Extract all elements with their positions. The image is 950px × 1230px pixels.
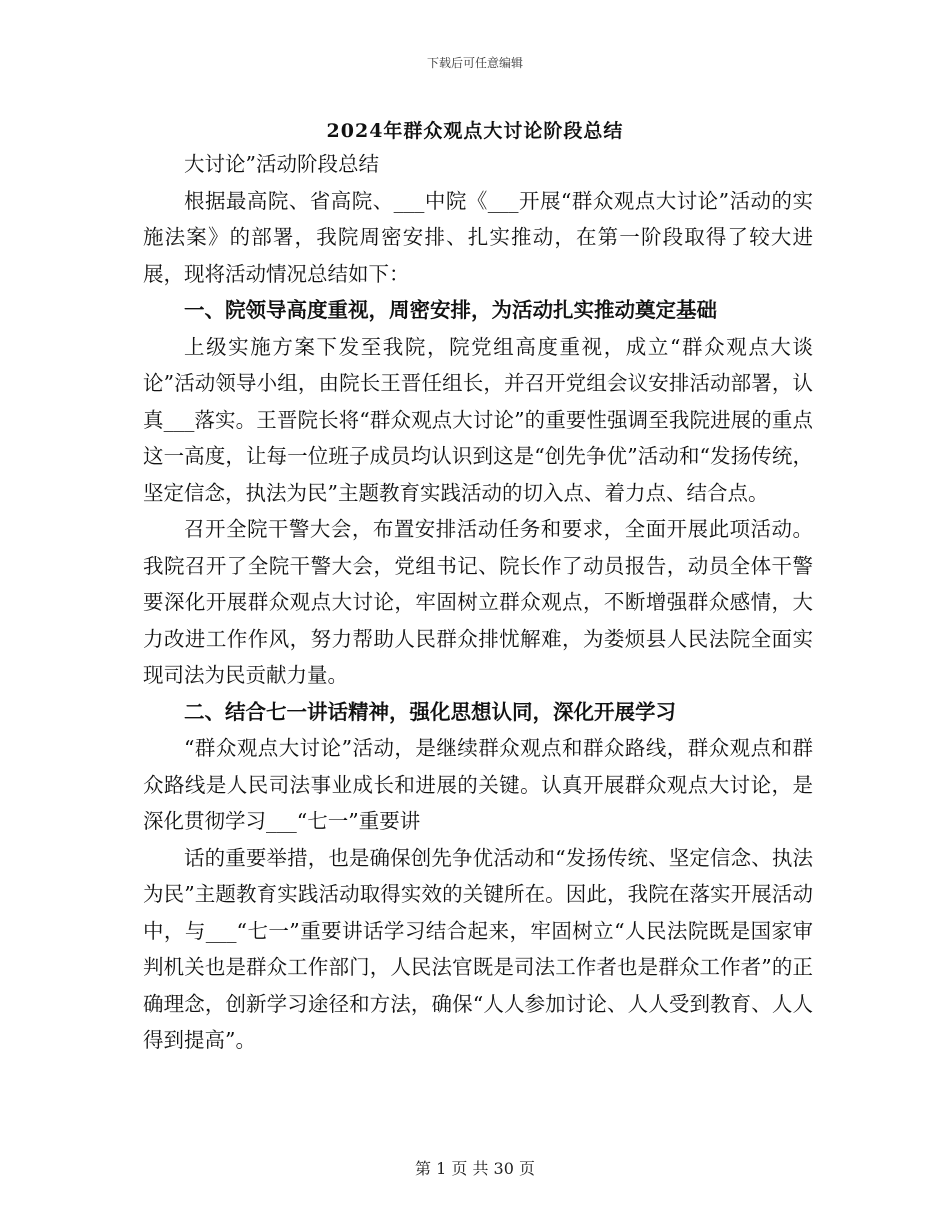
paragraph-intro-line: 大讨论”活动阶段总结 (184, 152, 379, 176)
header-note: 下载后可任意编辑 (426, 56, 523, 70)
paragraph-study-measures: 话的重要举措，也是确保创先争优活动和“发扬传统、坚定信念、执法为民”主题教育实践活动取得实效的关键所在。因此，我院在落实开展活动中，与___“七一”重要讲话学习结合起来，牢固树立“人民法院既是国家审判机关也是群众工作部门，人民法官既是司法工作者也是群众工作者”的正确理念，创新学习途径和方法，确保“人人参加讨论、人人受到教育、人人得到提高”。 (143, 845, 813, 1052)
section-heading-1: 一、院领导高度重视，周密安排，为活动扎实推动奠定基础 (184, 298, 717, 322)
document-body (143, 146, 813, 1059)
page-footer: 第 1 页 共 30 页 (415, 1159, 535, 1178)
paragraph-background: 根据最高院、省高院、___中院《___开展“群众观点大讨论”活动的实施法案》的部署，我院周密安排、扎实推动，在第一阶段取得了较大进展，现将活动情况总结如下： (143, 188, 813, 286)
paragraph-leadership: 上级实施方案下发至我院，院党组高度重视，成立“群众观点大谈论”活动领导小组，由院长王晋任组长，并召开党组会议安排活动部署，认真___落实。王晋院长将“群众观点大讨论”的重要性强调至我院进展的重点这一高度，让每一位班子成员均认识到这是“创先争优”活动和“发扬传统，坚定信念，执法为民”主题教育实践活动的切入点、着力点、结合点。 (143, 334, 813, 505)
section-heading-2: 二、结合七一讲话精神，强化思想认同，深化开展学习 (184, 699, 676, 724)
paragraph-staff-meeting: 召开全院干警大会，布置安排活动任务和要求，全面开展此项活动。我院召开了全院干警大会，党组书记、院长作了动员报告，动员全体干警要深化开展群众观点大讨论，牢固树立群众观点，不断增强群众感情，大力改进工作作风，努力帮助人民群众排忧解难，为娄烦县人民法院全面实现司法为民贡献力量。 (143, 517, 813, 687)
paragraph-discussion: “群众观点大讨论”活动，是继续群众观点和群众路线，群众观点和群众路线是人民司法事业成长和进展的关键。认真开展群众观点大讨论，是深化贯彻学习___“七一”重要讲 (143, 736, 813, 833)
document-title: 2024年群众观点大讨论阶段总结 (326, 120, 624, 142)
